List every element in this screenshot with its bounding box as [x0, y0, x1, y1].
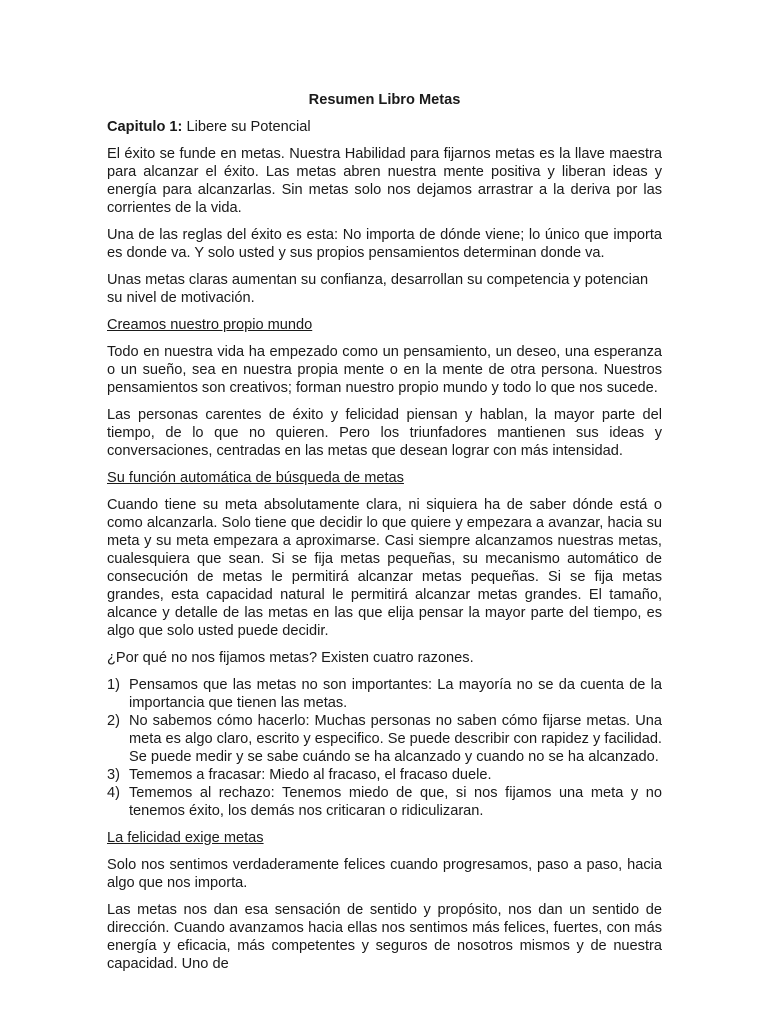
list-item	[107, 784, 662, 820]
paragraph: Cuando tiene su meta absolutamente clara, ni siquiera ha de saber dónde está o como alcanzarla. Solo tiene que decidir lo que quiere y empezara a avanzar, hacia su meta y su meta empezara a aproximarse. Casi siempre alcanzamos nuestras metas, cualesquiera que sean. Si se fija metas pequeñas, su mecanismo automático de consecución de metas le permitirá alcanzar metas pequeñas. Si se fija metas grandes, esta capacidad natural le permitirá alcanzar metas grandes. El tamaño, alcance y detalle de las metas en las que elija pensar la mayor parte del tiempo, es algo que solo usted puede decidir.	[107, 497, 662, 639]
list-item-text: Tememos al rechazo: Tenemos miedo de que, si nos fijamos una meta y no tenemos éxito, los demás nos criticaran o ridiculizaran.	[129, 785, 662, 819]
document-title: Resumen Libro Metas	[308, 92, 461, 108]
list-item-number: 2)	[107, 713, 120, 729]
paragraph: Las personas carentes de éxito y felicidad piensan y hablan, la mayor parte del tiempo, de lo que no quieren. Pero los triunfadores mantienen sus ideas y conversaciones, centradas en las metas que desean lograr con más intensidad.	[107, 407, 662, 459]
chapter-heading	[107, 118, 662, 136]
section-heading: Creamos nuestro propio mundo	[107, 317, 313, 333]
paragraph: Unas metas claras aumentan su confianza, desarrollan su competencia y potencian su nivel de motivación.	[107, 272, 649, 306]
list-item-text: No sabemos cómo hacerlo: Muchas personas no saben cómo fijarse metas. Una meta es algo claro, escrito y especifico. Se puede describir con rapidez y facilidad. Se puede medir y se sabe cuándo se ha alcanzado y cuando no se ha alcanzado.	[129, 713, 662, 765]
chapter-label: Capitulo 1:	[107, 119, 183, 135]
section-heading: Su función automática de búsqueda de metas	[107, 470, 404, 486]
section-heading: La felicidad exige metas	[107, 830, 264, 846]
paragraph: El éxito se funde en metas. Nuestra Habilidad para fijarnos metas es la llave maestra para alcanzar el éxito. Las metas abren nuestra mente positiva y liberan ideas y energía para alcanzarlas. Sin metas solo nos dejamos arrastrar a la deriva por las corrientes de la vida.	[107, 146, 662, 216]
paragraph: Solo nos sentimos verdaderamente felices cuando progresamos, paso a paso, hacia algo que nos importa.	[107, 857, 662, 891]
paragraph: ¿Por qué no nos fijamos metas? Existen cuatro razones.	[107, 650, 474, 666]
list-item-text: Pensamos que las metas no son importantes: La mayoría no se da cuenta de la importancia que tienen las metas.	[129, 677, 662, 711]
list-item-number: 3)	[107, 767, 120, 783]
paragraph: Las metas nos dan esa sensación de sentido y propósito, nos dan un sentido de dirección. Cuando avanzamos hacia ellas nos sentimos más felices, fuertes, con más energía y eficacia, más competentes y seguros de nosotros mismos y de nuestra capacidad. Uno de	[107, 902, 662, 972]
list-item	[107, 766, 662, 784]
list-item-number: 4)	[107, 785, 120, 801]
list-item-text: Tememos a fracasar: Miedo al fracaso, el fracaso duele.	[129, 767, 492, 783]
reasons-list	[107, 676, 662, 820]
list-item	[107, 712, 662, 766]
paragraph: Todo en nuestra vida ha empezado como un pensamiento, un deseo, una esperanza o un sueño, sea en nuestra propia mente o en la mente de otra persona. Nuestros pensamientos son creativos; forman nuestro propio mundo y todo lo que nos sucede.	[107, 344, 662, 396]
paragraph: Una de las reglas del éxito es esta: No importa de dónde viene; lo único que importa es donde va. Y solo usted y sus propios pensamientos determinan donde va.	[107, 227, 662, 261]
list-item-number: 1)	[107, 677, 120, 693]
list-item	[107, 676, 662, 712]
chapter-title: Libere su Potencial	[186, 119, 311, 135]
